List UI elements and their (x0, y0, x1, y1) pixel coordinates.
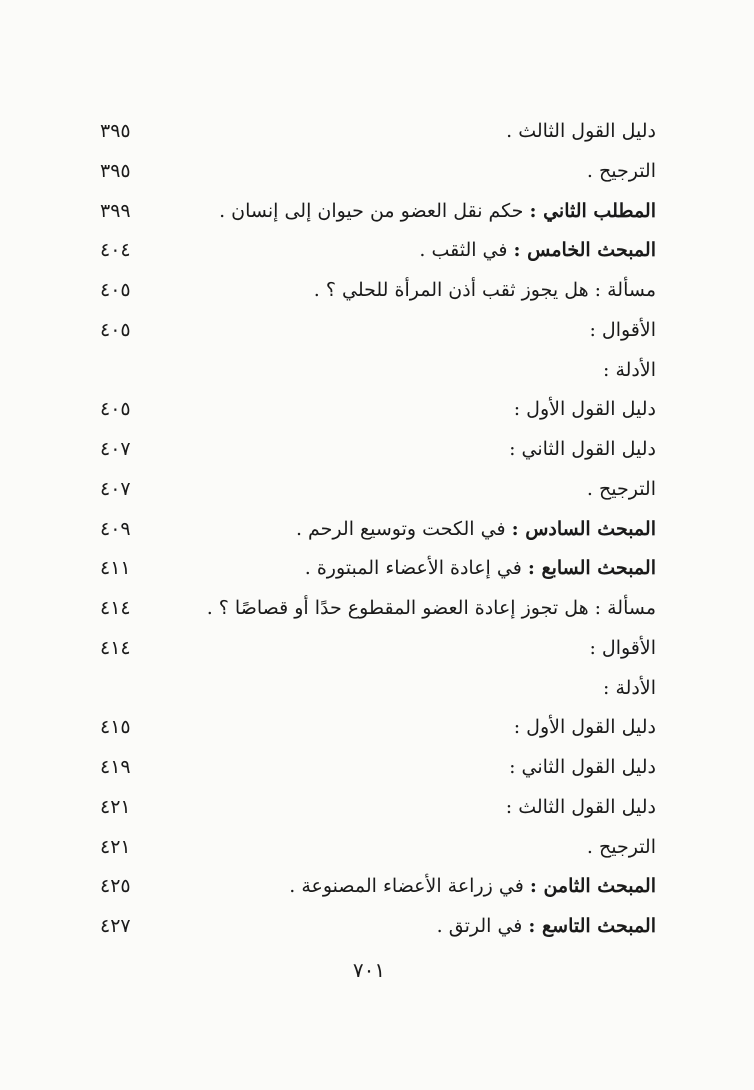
toc-entry-text: الترجيح . (586, 835, 656, 858)
toc-entry (100, 430, 656, 470)
toc-entry (100, 192, 656, 232)
toc-entry-text: الأدلة : (603, 358, 656, 381)
toc-entry-text: في الكحت وتوسيع الرحم . (295, 517, 512, 540)
toc-entry-page: ٤١٤ (100, 636, 131, 659)
toc-entry (100, 788, 656, 828)
toc-entry-title (587, 470, 656, 510)
toc-entry-text: دليل القول الثاني : (509, 756, 656, 778)
toc-entry (100, 828, 656, 868)
toc-entry-title (207, 589, 656, 629)
toc-entry-text: حكم نقل العضو من حيوان إلى إنسان . (219, 199, 530, 222)
toc-entry-text: دليل القول الثالث . (506, 120, 656, 142)
toc-entry-title (314, 271, 656, 311)
toc-entry-text: الأقوال : (589, 636, 656, 659)
toc-entry (100, 311, 656, 351)
toc-entry-text: في الرتق . (436, 915, 529, 937)
toc-entry-title (437, 907, 656, 947)
toc-entry-title (296, 510, 656, 550)
toc-entry-page: ٤٠٥ (100, 398, 131, 421)
toc-entry-heading: المبحث الخامس : (513, 239, 656, 262)
toc-entry-page: ٣٩٩ (100, 199, 131, 222)
toc-entry-text: في زراعة الأعضاء المصنوعة . (289, 875, 530, 898)
toc-entry-title (509, 748, 656, 788)
toc-entry-text: دليل القول الثالث : (505, 795, 656, 818)
toc-entry-page: ٤١٥ (100, 716, 131, 739)
toc-entry (100, 112, 656, 152)
toc-entry-text: مسألة : هل تجوز إعادة العضو المقطوع حدًا أو قصاصًا ؟ . (206, 597, 656, 619)
toc-entry-title (514, 390, 656, 430)
toc-entry-title (305, 549, 656, 589)
toc-entry (100, 390, 656, 430)
toc-entry-heading: المبحث التاسع : (528, 915, 656, 937)
toc-entry-page: ٤١٩ (100, 756, 131, 778)
toc-entry-page: ٣٩٥ (100, 120, 131, 142)
toc-entry (100, 351, 656, 391)
toc-entry-title (219, 192, 656, 232)
toc-entry (100, 549, 656, 589)
toc-entry-page: ٤٢١ (100, 795, 131, 818)
toc-entry-text: دليل القول الأول : (513, 398, 656, 421)
toc-entry (100, 470, 656, 510)
toc-entry-text: دليل القول الثاني : (509, 438, 656, 460)
toc-entry-title (587, 828, 656, 868)
toc-entry-text: دليل القول الأول : (513, 716, 656, 739)
toc-entry-page: ٤٠٤ (100, 239, 131, 262)
toc-entry (100, 629, 656, 669)
toc-entry-text: في الثقب . (419, 239, 514, 262)
toc-entry (100, 708, 656, 748)
toc-entry (100, 152, 656, 192)
toc-entry-title (514, 708, 656, 748)
toc-entry-text: في إعادة الأعضاء المبتورة . (304, 557, 528, 580)
toc-entry-title (587, 152, 656, 192)
toc-entry (100, 271, 656, 311)
toc-entry (100, 907, 656, 947)
toc-entry-heading: المبحث الثامن : (529, 875, 656, 898)
toc-entry-title (603, 669, 656, 709)
toc-entry-page: ٤١١ (100, 557, 131, 580)
page-number: ٧٠١ (352, 958, 386, 982)
toc-entry (100, 510, 656, 550)
toc-entry (100, 867, 656, 907)
toc-entry-page: ٣٩٥ (100, 159, 131, 182)
toc-entry-heading: المبحث السادس : (511, 517, 656, 540)
toc-entry-title (419, 231, 656, 271)
toc-entry-text: الترجيح . (586, 477, 656, 500)
toc-entry-title (506, 112, 656, 152)
toc-entry-page: ٤٢٧ (100, 915, 131, 937)
toc-entry-text: الترجيح . (586, 159, 656, 182)
toc-entry (100, 669, 656, 709)
toc-entry-title (589, 629, 656, 669)
toc-entry-text: الأقوال : (589, 318, 656, 341)
toc-entry-page: ٤١٤ (100, 597, 131, 619)
toc-entry (100, 589, 656, 629)
toc-entry-title (509, 430, 656, 470)
toc-entry-page: ٤٠٧ (100, 477, 131, 500)
toc-entry-page: ٤٠٥ (100, 318, 131, 341)
toc-entry-page: ٤٠٧ (100, 438, 131, 460)
table-of-contents (100, 112, 656, 947)
toc-entry-heading: المطلب الثاني : (529, 199, 656, 222)
toc-entry-title (289, 867, 656, 907)
toc-entry-page: ٤٢٥ (100, 875, 131, 898)
toc-entry-text: مسألة : هل يجوز ثقب أذن المرأة للحلي ؟ . (313, 279, 656, 301)
toc-entry (100, 231, 656, 271)
toc-entry-page: ٤٢١ (100, 835, 131, 858)
toc-entry-title (589, 311, 656, 351)
toc-entry-page: ٤٠٥ (100, 279, 131, 301)
toc-entry-heading: المبحث السابع : (527, 557, 656, 580)
toc-entry-title (506, 788, 656, 828)
toc-entry (100, 748, 656, 788)
toc-entry-title (603, 351, 656, 391)
toc-entry-text: الأدلة : (603, 676, 656, 699)
toc-entry-page: ٤٠٩ (100, 517, 131, 540)
